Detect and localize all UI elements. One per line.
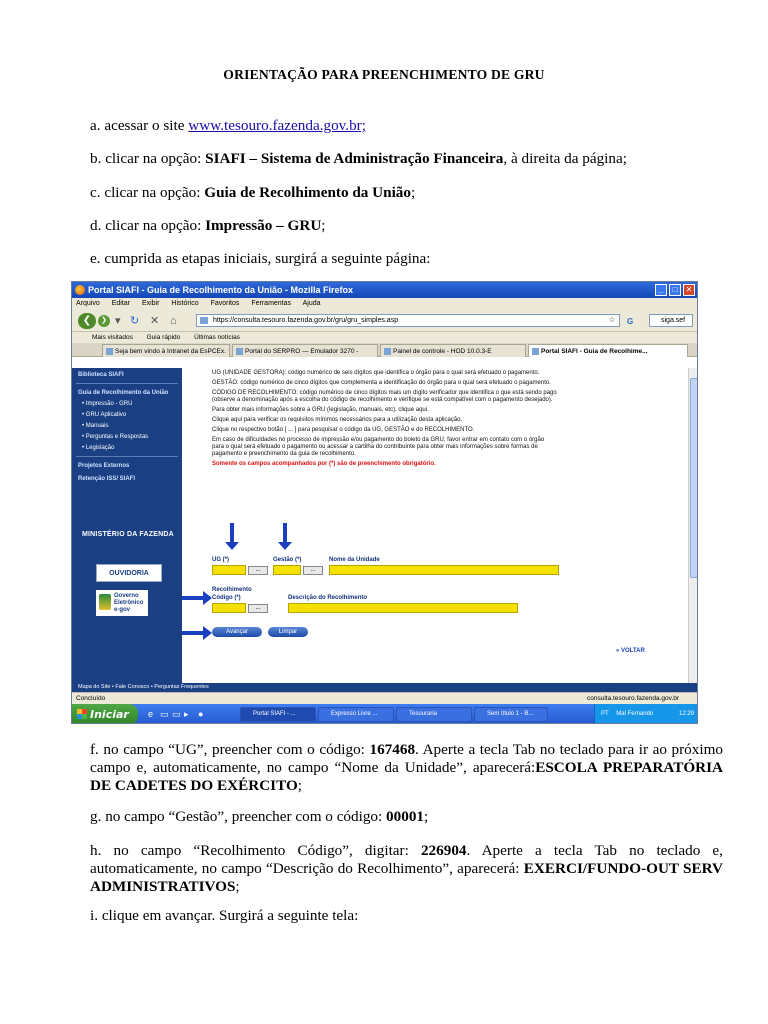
step-f-bold: ESCOLA PREPARATÓRIA DE CADETES DO EXÉRCITO bbox=[90, 759, 723, 794]
tray-clock: 12:29 bbox=[678, 711, 694, 717]
menu-exibir[interactable]: Exibir bbox=[141, 300, 160, 307]
browser-navigation-bar bbox=[72, 310, 697, 332]
forward-arrow-icon[interactable]: ❯ bbox=[98, 315, 110, 327]
site-footer-links[interactable]: Mapa do Site • Fale Conosco • Perguntas Frequentes bbox=[72, 683, 698, 692]
gestao-input[interactable] bbox=[273, 565, 301, 575]
step-c-bold: Guia de Recolhimento da União bbox=[204, 184, 411, 201]
status-domain: consulta.tesouro.fazenda.gov.br bbox=[586, 695, 679, 702]
home-icon[interactable]: ⌂ bbox=[170, 315, 177, 327]
menu-arquivo[interactable]: Arquivo bbox=[76, 300, 100, 307]
step-g-suffix: ; bbox=[424, 808, 429, 825]
gestao-label: Gestão (*) bbox=[273, 557, 302, 563]
minimize-icon[interactable]: _ bbox=[655, 284, 667, 296]
arrow-codigo-icon bbox=[182, 596, 204, 600]
step-h-text: h. no campo “Recolhimento Código”, digitar: bbox=[90, 842, 421, 859]
stop-icon[interactable]: ✕ bbox=[150, 315, 160, 327]
taskbar-item-expresso[interactable]: Expresso Livre ... bbox=[318, 707, 394, 722]
pesquisar-text: Clique no respectivo botão [ ... ] para pesquisar o código da UG, GESTÃO e do RECOLHIMENTO. bbox=[212, 427, 475, 433]
sidebar-item-projetos[interactable]: Projetos Externos bbox=[78, 463, 130, 469]
quicklaunch-desktop-icon[interactable]: ▭ bbox=[172, 709, 181, 719]
descricao-output bbox=[288, 603, 518, 613]
windows-taskbar bbox=[72, 704, 698, 724]
step-g bbox=[90, 808, 723, 826]
step-b bbox=[90, 150, 723, 168]
step-d bbox=[90, 217, 723, 235]
sidebar-sub-label: Legislação bbox=[85, 445, 115, 451]
sidebar-sub-legislacao[interactable]: • Legislação bbox=[82, 445, 115, 451]
sidebar-item-guia[interactable]: Guia de Recolhimento da União bbox=[78, 390, 169, 396]
step-g-text: g. no campo “Gestão”, preencher com o código: bbox=[90, 808, 387, 825]
document-title: ORIENTAÇÃO PARA PREENCHIMENTO DE GRU bbox=[223, 67, 545, 82]
step-h-code: 226904 bbox=[420, 842, 467, 859]
maximize-icon[interactable]: □ bbox=[669, 284, 681, 296]
recolhimento-label: Recolhimento bbox=[212, 587, 252, 593]
step-b-bold: SIAFI – Sistema de Administração Financeira bbox=[205, 150, 504, 167]
browser-menu-bar bbox=[72, 298, 697, 310]
start-button[interactable]: Iniciar bbox=[72, 704, 138, 724]
step-f-code: 167468 bbox=[369, 741, 416, 758]
bookmark-mais-visitados[interactable]: Mais visitados bbox=[92, 334, 133, 341]
quicklaunch-firefox-icon[interactable]: ● bbox=[198, 709, 204, 719]
siafi-sidebar bbox=[72, 368, 182, 683]
sidebar-sub-manuais[interactable]: • Manuais bbox=[82, 423, 109, 429]
menu-editar[interactable]: Editar bbox=[111, 300, 130, 307]
site-favicon-icon bbox=[200, 317, 208, 324]
sidebar-sub-label: GRU Aplicativo bbox=[85, 412, 127, 418]
arrow-avancar-icon bbox=[182, 631, 204, 635]
tab-serpro[interactable]: Portal do SERPRO — Emulador 3270 - bbox=[232, 344, 378, 357]
tray-user: Mal Fernando bbox=[616, 711, 654, 717]
bookmark-guia-rapido[interactable]: Guia rápido bbox=[146, 334, 181, 341]
step-b-text: b. clicar na opção: bbox=[90, 150, 206, 167]
arrow-gestao-icon bbox=[283, 523, 287, 543]
tab-espcex[interactable]: Seja bem vindo à Intranet da EsPCEx. bbox=[102, 344, 230, 357]
bookmarks-toolbar bbox=[72, 332, 697, 343]
mais-informacoes-text: Para obter mais informações sobre a GRU (legislação, manuais, etc), clique aqui. bbox=[212, 407, 429, 413]
codigo-label: Código (*) bbox=[212, 595, 241, 601]
step-c-text: c. clicar na opção: bbox=[90, 184, 205, 201]
browser-title-bar bbox=[72, 282, 697, 298]
sidebar-sub-perguntas[interactable]: • Perguntas e Respostas bbox=[82, 434, 149, 440]
step-g-code: 00001 bbox=[386, 808, 425, 825]
dropdown-icon[interactable]: ▾ bbox=[115, 315, 121, 327]
nome-unidade-label: Nome da Unidade bbox=[329, 557, 380, 563]
ug-label: UG (*) bbox=[212, 557, 229, 563]
bookmark-ultimas-noticias[interactable]: Últimas notícias bbox=[194, 334, 240, 341]
url-bar[interactable] bbox=[196, 314, 620, 327]
sidebar-sub-aplicativo[interactable]: • GRU Aplicativo bbox=[82, 412, 127, 418]
taskbar-item-tesouraria[interactable]: Tesouraria bbox=[396, 707, 472, 722]
step-e: e. cumprida as etapas iniciais, surgirá a seguinte página: bbox=[90, 250, 431, 267]
browser-window-title: Portal SIAFI - Guia de Recolhimento da União - Mozilla Firefox bbox=[88, 285, 354, 295]
gestao-search-button[interactable]: ... bbox=[303, 566, 323, 575]
gru-instructions bbox=[212, 370, 557, 471]
voltar-button[interactable]: « VOLTAR bbox=[616, 648, 645, 654]
step-h bbox=[90, 842, 723, 896]
sidebar-item-retencao[interactable]: Retenção ISS/ SIAFI bbox=[78, 476, 136, 482]
quicklaunch-media-icon[interactable]: ▸ bbox=[184, 709, 189, 719]
step-f bbox=[90, 741, 723, 795]
tesouro-link[interactable]: www.tesouro.fazenda.gov.br; bbox=[188, 117, 366, 134]
tab-painel[interactable]: Painel de controle - HOD 10.0.3-E bbox=[380, 344, 526, 357]
search-box[interactable] bbox=[649, 314, 693, 327]
step-h-bold: EXERCI/FUNDO-OUT SERV ADMINISTRATIVOS bbox=[90, 860, 724, 895]
sidebar-item-biblioteca[interactable]: Biblioteca SIAFI bbox=[78, 372, 124, 378]
menu-historico[interactable]: Histórico bbox=[171, 300, 199, 307]
google-icon[interactable]: G bbox=[627, 317, 634, 326]
ug-description: UG (UNIDADE GESTORA): código numérico de seis dígitos que identifica o órgão para o qual será efetuado o pagamento. bbox=[212, 370, 540, 376]
sidebar-sub-label: Manuais bbox=[85, 423, 109, 429]
tab-portal-siafi[interactable]: Portal SIAFI - Guia de Recolhime... bbox=[528, 344, 688, 357]
quicklaunch-folder-icon[interactable]: ▭ bbox=[160, 709, 169, 719]
url-text: https://consulta.tesouro.fazenda.gov.br/gru/gru_simples.asp bbox=[213, 317, 399, 324]
taskbar-item-portal-siafi[interactable]: Portal SIAFI - ... bbox=[240, 707, 316, 722]
close-icon[interactable]: ✕ bbox=[683, 284, 695, 296]
step-d-text: d. clicar na opção: bbox=[90, 217, 206, 234]
menu-favoritos[interactable]: Favoritos bbox=[210, 300, 240, 307]
page-scrollbar[interactable] bbox=[688, 368, 698, 683]
system-tray bbox=[594, 704, 698, 724]
step-b-suffix: , à direita da página; bbox=[503, 150, 627, 167]
arrow-ug-icon bbox=[230, 523, 234, 543]
reload-icon[interactable]: ↻ bbox=[130, 315, 140, 327]
required-fields-note: Somente os campos acompanhados por (*) são de preenchimento obrigatório. bbox=[212, 461, 436, 467]
step-f-text2: . Aperte a tecla Tab no teclado para ir ao próximo campo e, automaticamente, no campo “Nome da Unidade”, aparecerá: bbox=[90, 741, 723, 776]
sidebar-sub-label: Perguntas e Respostas bbox=[85, 434, 149, 440]
ouvidoria-button[interactable]: OUVIDORIA bbox=[96, 564, 162, 582]
requisitos-text: Clique aqui para verificar os requisitos mínimos necessários para a utilização desta aplicação. bbox=[212, 417, 463, 423]
taskbar-item-sem-titulo[interactable]: Sem título 1 - B... bbox=[474, 707, 548, 722]
status-text: Concluído bbox=[76, 695, 106, 702]
search-text: siga.sef bbox=[661, 317, 686, 324]
ministerio-logo: MINISTÉRIO DA FAZENDA bbox=[82, 531, 174, 538]
step-f-suffix: ; bbox=[297, 777, 302, 794]
step-f-text: f. no campo “UG”, preencher com o código: bbox=[90, 741, 370, 758]
embedded-browser-screenshot bbox=[71, 281, 698, 724]
menu-ajuda[interactable]: Ajuda bbox=[302, 300, 321, 307]
bookmark-star-icon[interactable]: ☆ bbox=[608, 317, 615, 324]
browser-status-bar bbox=[72, 692, 698, 704]
nome-unidade-output bbox=[329, 565, 559, 575]
step-d-bold: Impressão – GRU bbox=[205, 217, 322, 234]
firefox-logo-icon bbox=[75, 285, 85, 295]
step-h-text2: . Aperte a tecla Tab no teclado e, automaticamente, no campo “Descrição do Recolhimento”, aparecerá: bbox=[90, 842, 723, 877]
codigo-search-button[interactable]: ... bbox=[248, 604, 268, 613]
step-h-suffix: ; bbox=[235, 878, 240, 895]
quicklaunch-ie-icon[interactable]: e bbox=[148, 709, 154, 719]
egov-logo[interactable]: Governo Eletrônico e-gov bbox=[96, 590, 148, 616]
step-i: i. clique em avançar. Surgirá a seguinte tela: bbox=[90, 907, 359, 924]
step-a-text: a. acessar o site bbox=[90, 117, 189, 134]
dificuldades-text: Em caso de dificuldades no processo de impressão e/ou pagamento do boleto da GRU, favor entrar em contato com o órgão para o qual será efetuado o pagamento ou acessar a cartilha do contribuinte para obter mais informações sobre formas de pagamento e preenchimento da guia de recolhimento. bbox=[212, 437, 545, 457]
browser-tab-strip bbox=[72, 343, 697, 357]
ug-input[interactable] bbox=[212, 565, 246, 575]
step-d-suffix: ; bbox=[321, 217, 326, 234]
ug-search-button[interactable]: ... bbox=[248, 566, 268, 575]
step-a bbox=[90, 117, 723, 135]
tray-language[interactable]: PT bbox=[601, 711, 609, 717]
limpar-button[interactable]: Limpar bbox=[268, 627, 308, 637]
step-c bbox=[90, 184, 723, 202]
menu-ferramentas[interactable]: Ferramentas bbox=[251, 300, 292, 307]
back-arrow-icon[interactable]: ❮ bbox=[78, 313, 96, 329]
web-page-content bbox=[72, 368, 698, 683]
codigo-description: CÓDIGO DE RECOLHIMENTO: código numérico de cinco dígitos mais um dígito verificador que identifica o que está sendo pago (observe a denominação após a escolha do código de recolhimento e verifique se está compatível com o pagamento desejado). bbox=[212, 390, 557, 403]
step-c-suffix: ; bbox=[411, 184, 416, 201]
sidebar-sub-label: Impressão - GRU bbox=[85, 401, 133, 407]
codigo-input[interactable] bbox=[212, 603, 246, 613]
gestao-description: GESTÃO: código numérico de cinco dígitos que complementa a identificação do órgão para o qual será efetuado o pagamento. bbox=[212, 380, 551, 386]
avancar-button[interactable]: Avançar bbox=[212, 627, 262, 637]
sidebar-sub-impressao[interactable]: • Impressão - GRU bbox=[82, 401, 133, 407]
descricao-label: Descrição do Recolhimento bbox=[288, 595, 368, 601]
voltar-label: VOLTAR bbox=[621, 648, 645, 654]
